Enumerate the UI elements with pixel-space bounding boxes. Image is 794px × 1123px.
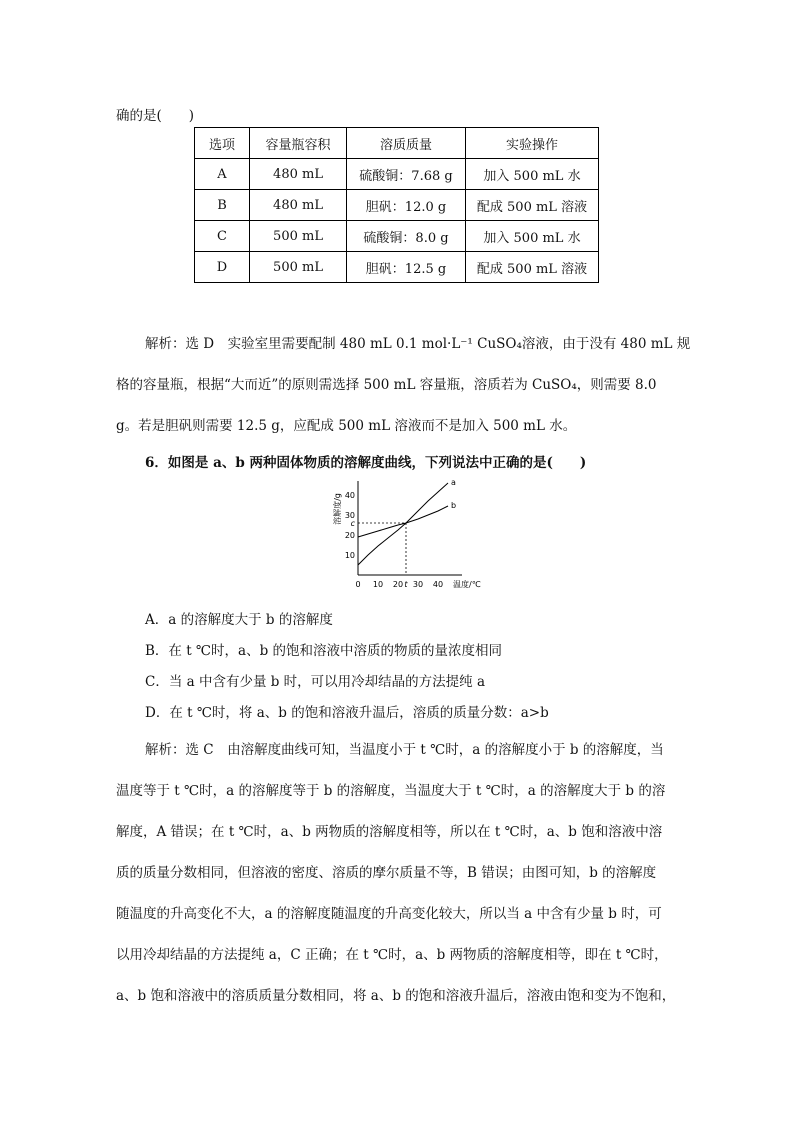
x-tick-label: 30: [412, 580, 424, 589]
table-header: 选项: [195, 128, 250, 159]
x-tick-label: t: [404, 580, 408, 589]
table-cell: 480 mL: [250, 159, 347, 190]
option-c: C．当 a 中含有少量 b 时，可以用冷却结晶的方法提纯 a: [145, 674, 486, 690]
analysis-6-line: 解析：选 C 由溶解度曲线可知，当温度小于 t ℃时，a 的溶解度小于 b 的溶解度，当: [145, 742, 664, 758]
x-tick-label: 0: [355, 580, 361, 589]
y-axis-label: 溶解度/g: [333, 493, 342, 525]
table-cell: 500 mL: [250, 252, 347, 283]
table-cell: 硫酸铜：8.0 g: [347, 221, 466, 252]
y-tick-label: 30: [344, 511, 355, 520]
y-tick-label: c: [350, 519, 355, 528]
table-header: 实验操作: [466, 128, 599, 159]
analysis-6-line: 以用冷却结晶的方法提纯 a，C 正确；在 t ℃时，a、b 两物质的溶解度相等，即在 t ℃时，: [116, 947, 668, 963]
series-label-a: a: [451, 478, 456, 487]
options-table: [194, 127, 599, 283]
table-row: [195, 221, 599, 252]
table-cell: 480 mL: [250, 190, 347, 221]
table-cell: 加入 500 mL 水: [466, 221, 599, 252]
table-header: 容量瓶容积: [250, 128, 347, 159]
option-a: A．a 的溶解度大于 b 的溶解度: [145, 612, 333, 628]
y-tick-label: 10: [344, 551, 355, 560]
table-cell: 胆矾：12.5 g: [347, 252, 466, 283]
analysis-5-line: 格的容量瓶，根据“大而近”的原则需选择 500 mL 容量瓶，溶质若为 CuSO₄，则需要 8.0: [116, 377, 657, 393]
analysis-5-line: 解析：选 D 实验室里需要配制 480 mL 0.1 mol·L⁻¹ CuSO₄溶液，由于没有 480 mL 规: [145, 336, 691, 352]
option-b: B．在 t ℃时，a、b 的饱和溶液中溶质的物质的量浓度相同: [145, 643, 503, 659]
y-tick-label: 20: [344, 531, 355, 540]
x-axis-label: 温度/℃: [453, 580, 481, 589]
table-cell: C: [195, 221, 250, 252]
table-cell: 胆矾：12.0 g: [347, 190, 466, 221]
table-cell: B: [195, 190, 250, 221]
y-tick-label: 40: [344, 491, 355, 500]
table-row: [195, 190, 599, 221]
solubility-chart: [330, 478, 500, 594]
table-cell: 配成 500 mL 溶液: [466, 190, 599, 221]
table-cell: A: [195, 159, 250, 190]
table-row: [195, 159, 599, 190]
x-tick-label: 10: [372, 580, 384, 589]
table-header: 溶质质量: [347, 128, 466, 159]
x-tick-label: 20: [392, 580, 404, 589]
x-tick-label: 40: [432, 580, 444, 589]
table-cell: D: [195, 252, 250, 283]
question-5-tail: 确的是( ): [116, 108, 195, 124]
analysis-6-line: 解度，A 错误；在 t ℃时，a、b 两物质的溶解度相等，所以在 t ℃时，a、b 饱和溶液中溶: [116, 824, 663, 840]
option-d: D．在 t ℃时，将 a、b 的饱和溶液升温后，溶质的质量分数：a>b: [145, 705, 549, 721]
table-cell: 500 mL: [250, 221, 347, 252]
table-header-row: [195, 128, 599, 159]
analysis-5-line: g。若是胆矾则需要 12.5 g，应配成 500 mL 溶液而不是加入 500 mL 水。: [116, 418, 577, 434]
series-label-b: b: [451, 501, 457, 510]
analysis-6-line: 质的质量分数相同，但溶液的密度、溶质的摩尔质量不等，B 错误；由图可知，b 的溶解度: [116, 865, 657, 881]
table-row: [195, 252, 599, 283]
table-cell: 加入 500 mL 水: [466, 159, 599, 190]
question-6: 6．如图是 a、b 两种固体物质的溶解度曲线，下列说法中正确的是( ): [145, 455, 587, 471]
table-cell: 硫酸铜：7.68 g: [347, 159, 466, 190]
table-cell: 配成 500 mL 溶液: [466, 252, 599, 283]
analysis-6-line: 温度等于 t ℃时，a 的溶解度等于 b 的溶解度，当温度大于 t ℃时，a 的溶解度大于 b 的溶: [116, 783, 666, 799]
analysis-6-line: 随温度的升高变化不大，a 的溶解度随温度的升高变化较大，所以当 a 中含有少量 b 时，可: [116, 906, 662, 922]
series-line-b: [358, 506, 448, 537]
analysis-6-line: a、b 饱和溶液中的溶质质量分数相同，将 a、b 的饱和溶液升温后，溶液由饱和变为不饱和，: [116, 988, 676, 1004]
